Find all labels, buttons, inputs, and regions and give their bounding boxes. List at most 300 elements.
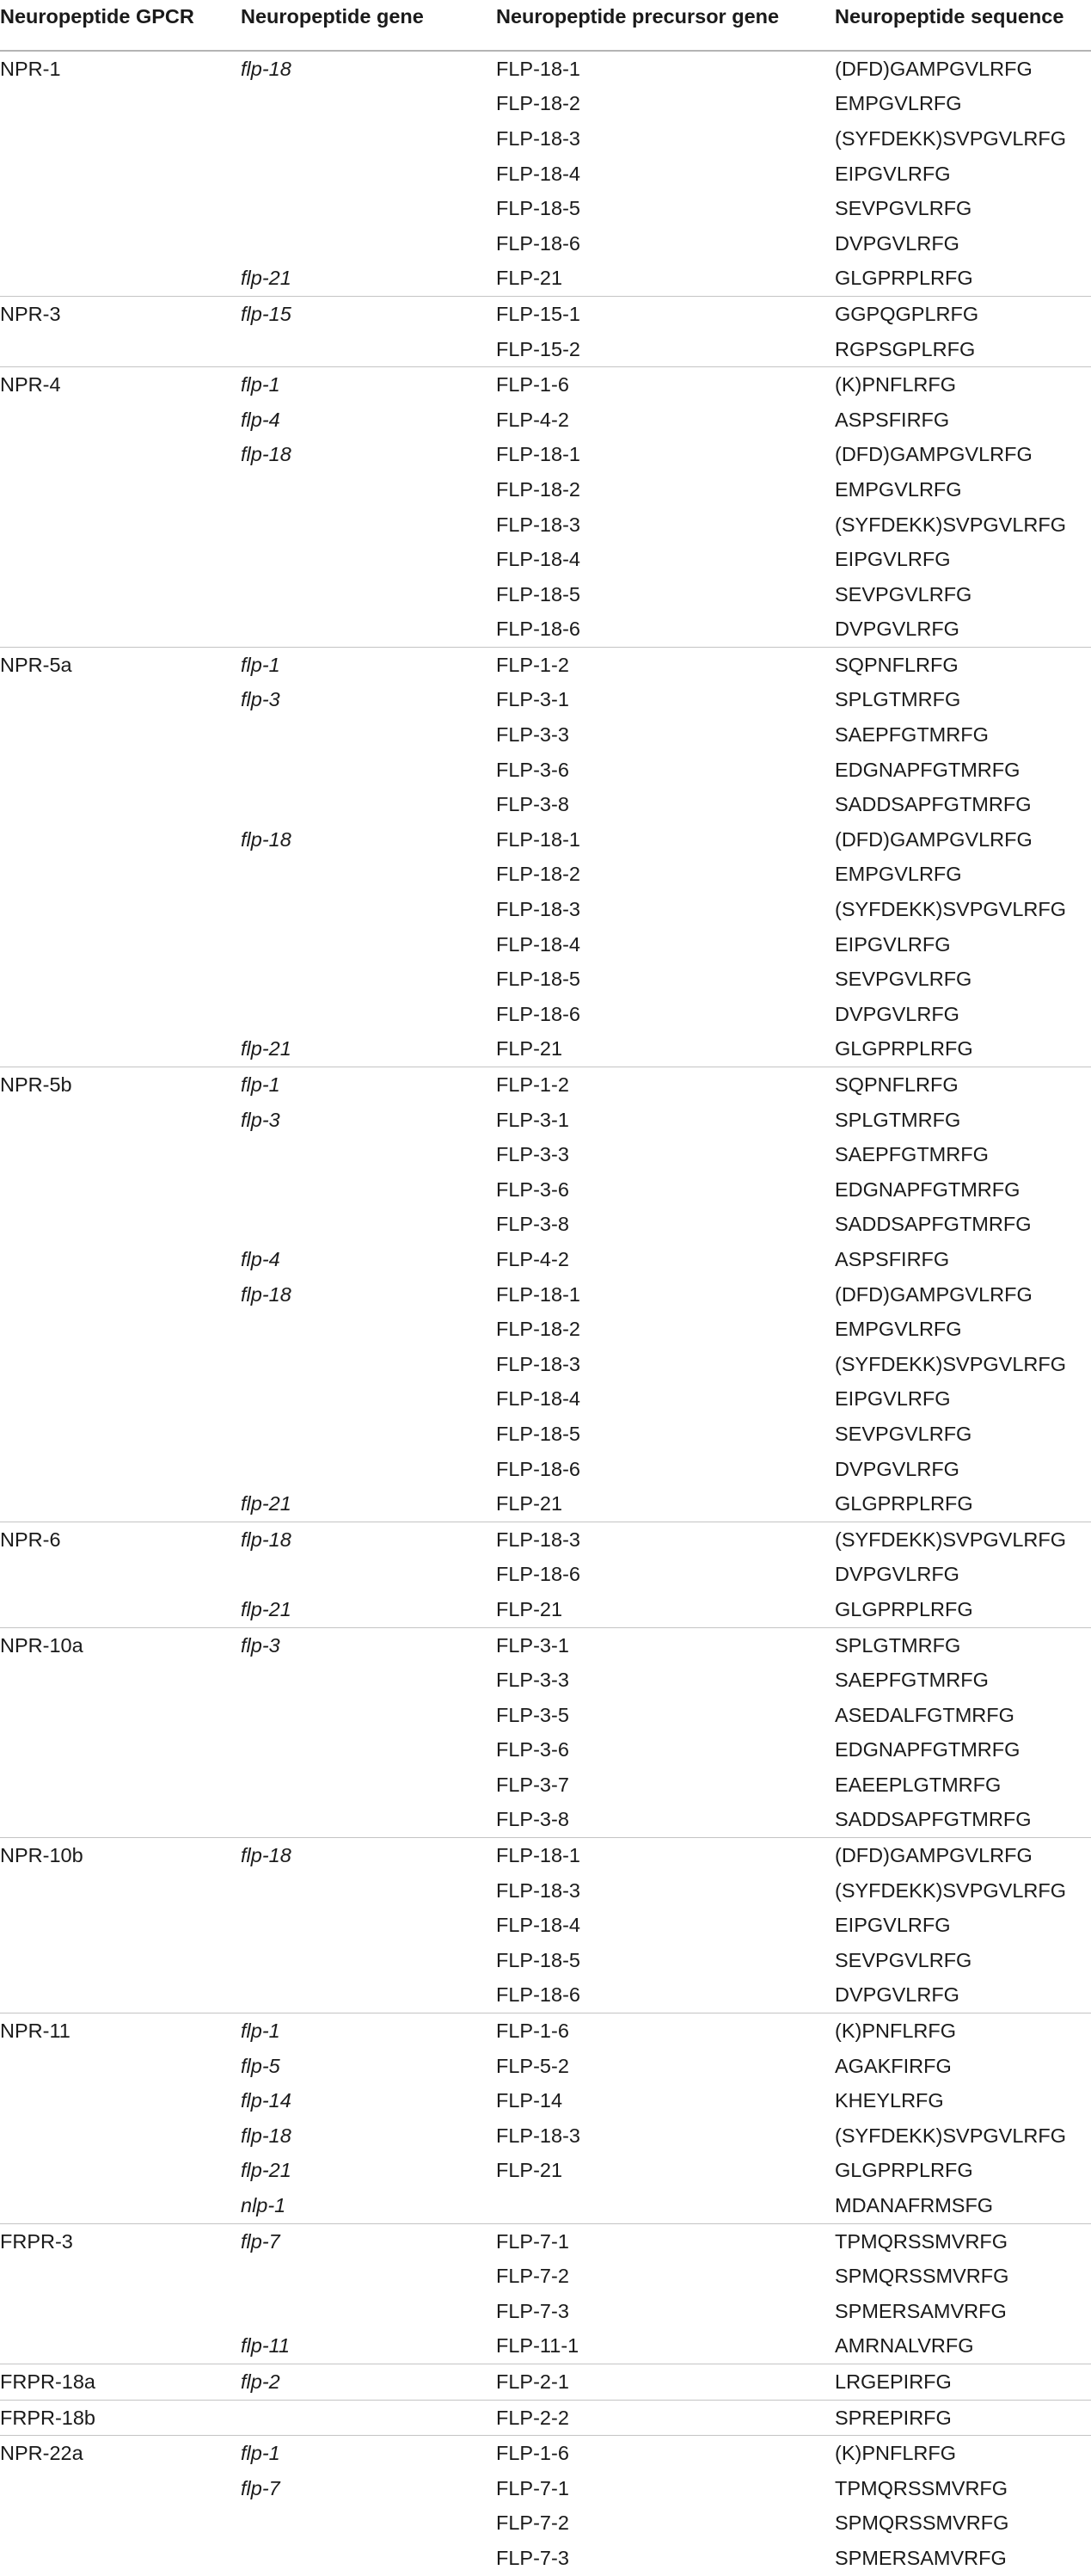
cell-precursor: FLP-3-1 — [496, 688, 569, 711]
table-row — [0, 157, 1091, 192]
cell-sequence: EIPGVLRFG — [835, 932, 951, 956]
cell-sequence: GLGPRPLRFG — [835, 267, 973, 290]
cell-gene — [241, 2506, 496, 2542]
header-row — [0, 0, 1091, 51]
cell-precursor: FLP-18-4 — [496, 548, 580, 571]
cell-gene — [241, 2541, 496, 2576]
table-row — [0, 191, 1091, 226]
cell-gene: flp-4 — [241, 1247, 280, 1270]
cell-precursor: FLP-18-6 — [496, 1983, 580, 2007]
cell-sequence: DVPGVLRFG — [835, 1002, 959, 1025]
cell-precursor: FLP-21 — [496, 1597, 563, 1620]
cell-gene: flp-18 — [241, 1838, 496, 1873]
cell-gpcr — [0, 157, 241, 192]
cell-gpcr: NPR-22a — [0, 2436, 241, 2471]
cell-gene: flp-21 — [241, 2159, 291, 2182]
table-row — [0, 1733, 1091, 1768]
table-row — [0, 1768, 1091, 1803]
cell-sequence: SAEPFGTMRFG — [835, 723, 989, 747]
table-row — [0, 1627, 1091, 1663]
cell-gene: flp-21 — [241, 267, 291, 290]
cell-gpcr — [0, 1032, 241, 1067]
cell-gpcr — [0, 927, 241, 962]
cell-sequence: SEVPGVLRFG — [835, 197, 972, 220]
cell-gene — [241, 577, 496, 612]
cell-precursor: FLP-11-1 — [496, 2334, 579, 2358]
cell-precursor: FLP-3-3 — [496, 1143, 569, 1166]
cell-sequence: TPMQRSSMVRFG — [835, 2476, 1008, 2499]
cell-precursor: FLP-2-2 — [496, 2400, 835, 2436]
cell-gene — [241, 1558, 496, 1593]
cell-sequence: AGAKFIRFG — [835, 2054, 952, 2077]
cell-gene: flp-5 — [241, 2054, 280, 2077]
cell-gpcr — [0, 2506, 241, 2542]
cell-gene: flp-1 — [241, 648, 496, 683]
cell-precursor: FLP-18-5 — [496, 1948, 580, 1971]
cell-sequence: (SYFDEKK)SVPGVLRFG — [835, 2124, 1066, 2147]
cell-gpcr — [0, 1978, 241, 2013]
cell-precursor: FLP-18-4 — [496, 1387, 580, 1411]
table-row — [0, 2188, 1091, 2223]
cell-gene — [241, 472, 496, 507]
header-sequence: Neuropeptide sequence — [835, 0, 1091, 51]
cell-gpcr — [0, 1208, 241, 1243]
cell-sequence: ASPSFIRFG — [835, 408, 950, 431]
cell-sequence: DVPGVLRFG — [835, 618, 959, 641]
table-row — [0, 1452, 1091, 1487]
cell-precursor: FLP-3-8 — [496, 1213, 569, 1236]
cell-sequence: DVPGVLRFG — [835, 1457, 959, 1480]
cell-precursor: FLP-18-3 — [496, 513, 580, 536]
cell-gpcr — [0, 1486, 241, 1522]
cell-sequence: GLGPRPLRFG — [835, 1492, 973, 1515]
cell-gpcr — [0, 1698, 241, 1733]
table-row — [0, 1522, 1091, 1557]
cell-sequence: SPMERSAMVRFG — [835, 2299, 1007, 2322]
cell-sequence: (DFD)GAMPGVLRFG — [835, 51, 1091, 87]
cell-gene — [241, 753, 496, 788]
cell-precursor: FLP-18-5 — [496, 197, 580, 220]
cell-precursor: FLP-18-6 — [496, 231, 580, 255]
cell-precursor: FLP-15-1 — [496, 297, 835, 332]
cell-precursor: FLP-21 — [496, 2159, 563, 2182]
cell-precursor: FLP-18-1 — [496, 443, 580, 466]
cell-gpcr — [0, 1277, 241, 1313]
cell-gene — [241, 1382, 496, 1417]
cell-sequence: EDGNAPFGTMRFG — [835, 758, 1021, 781]
cell-gpcr — [0, 787, 241, 822]
cell-gpcr — [0, 2471, 241, 2506]
table-row — [0, 403, 1091, 438]
table-row — [0, 1208, 1091, 1243]
cell-gpcr — [0, 1417, 241, 1452]
header-gpcr: Neuropeptide GPCR — [0, 0, 241, 51]
cell-precursor: FLP-14 — [496, 2089, 563, 2112]
cell-gene: nlp-1 — [241, 2194, 286, 2217]
cell-precursor: FLP-18-2 — [496, 863, 580, 886]
cell-gene — [241, 226, 496, 261]
cell-gpcr — [0, 226, 241, 261]
table-row — [0, 753, 1091, 788]
cell-gene — [241, 121, 496, 157]
table-row — [0, 962, 1091, 997]
cell-gene: flp-2 — [241, 2364, 496, 2401]
cell-sequence: (SYFDEKK)SVPGVLRFG — [835, 1352, 1066, 1375]
cell-precursor: FLP-3-6 — [496, 1177, 569, 1201]
table-row — [0, 648, 1091, 683]
table-row — [0, 1908, 1091, 1943]
cell-sequence: (SYFDEKK)SVPGVLRFG — [835, 1522, 1091, 1557]
cell-gpcr: NPR-5a — [0, 648, 241, 683]
cell-gpcr — [0, 121, 241, 157]
cell-gene — [241, 1698, 496, 1733]
table-row — [0, 1838, 1091, 1873]
cell-gpcr — [0, 87, 241, 122]
cell-gene — [241, 1172, 496, 1208]
table-row — [0, 2506, 1091, 2542]
cell-gene — [241, 1417, 496, 1452]
table-row — [0, 1698, 1091, 1733]
cell-precursor: FLP-18-2 — [496, 1318, 580, 1341]
cell-gpcr — [0, 1733, 241, 1768]
cell-gpcr — [0, 2083, 241, 2118]
cell-precursor: FLP-3-8 — [496, 793, 569, 816]
cell-gene: flp-18 — [241, 1282, 291, 1306]
table-row — [0, 332, 1091, 367]
table-row — [0, 2259, 1091, 2294]
table-row — [0, 2083, 1091, 2118]
cell-precursor: FLP-3-1 — [496, 1108, 569, 1131]
cell-gene: flp-15 — [241, 297, 496, 332]
cell-gene — [241, 87, 496, 122]
cell-gene: flp-18 — [241, 51, 496, 87]
table-row — [0, 2013, 1091, 2049]
cell-precursor: FLP-5-2 — [496, 2054, 569, 2077]
table-row — [0, 2471, 1091, 2506]
cell-sequence: EIPGVLRFG — [835, 1387, 951, 1411]
header-gene: Neuropeptide gene — [241, 0, 496, 51]
cell-gpcr — [0, 1452, 241, 1487]
cell-gene — [241, 858, 496, 893]
table-row — [0, 1103, 1091, 1138]
cell-precursor: FLP-3-3 — [496, 723, 569, 747]
cell-precursor: FLP-18-4 — [496, 162, 580, 185]
cell-gpcr: NPR-5b — [0, 1067, 241, 1103]
cell-gpcr: FRPR-18b — [0, 2400, 241, 2436]
cell-gene — [241, 507, 496, 543]
cell-sequence: (K)PNFLRFG — [835, 367, 1091, 403]
cell-gene: flp-1 — [241, 2436, 496, 2471]
cell-gene — [241, 1943, 496, 1978]
cell-gpcr — [0, 717, 241, 753]
cell-gpcr — [0, 997, 241, 1032]
cell-gpcr: NPR-1 — [0, 51, 241, 87]
cell-precursor: FLP-18-3 — [496, 1878, 580, 1902]
table-row — [0, 2049, 1091, 2084]
cell-sequence: (SYFDEKK)SVPGVLRFG — [835, 898, 1066, 921]
cell-sequence: EMPGVLRFG — [835, 92, 962, 115]
table-row — [0, 1032, 1091, 1067]
cell-precursor: FLP-18-1 — [496, 51, 835, 87]
cell-gpcr — [0, 542, 241, 577]
table-row — [0, 2118, 1091, 2154]
table-row — [0, 438, 1091, 473]
cell-precursor: FLP-21 — [496, 1492, 563, 1515]
cell-gene: flp-3 — [241, 1108, 280, 1131]
cell-precursor: FLP-18-3 — [496, 898, 580, 921]
cell-sequence: EAEEPLGTMRFG — [835, 1773, 1002, 1796]
cell-precursor: FLP-3-6 — [496, 1738, 569, 1761]
cell-precursor: FLP-18-3 — [496, 1352, 580, 1375]
cell-precursor: FLP-18-4 — [496, 932, 580, 956]
cell-precursor: FLP-18-2 — [496, 92, 580, 115]
cell-gene — [241, 332, 496, 367]
cell-sequence: (K)PNFLRFG — [835, 2013, 1091, 2049]
cell-precursor: FLP-7-1 — [496, 2223, 835, 2259]
cell-sequence: SPMQRSSMVRFG — [835, 2265, 1009, 2288]
cell-gene — [241, 717, 496, 753]
cell-gpcr — [0, 1137, 241, 1172]
cell-sequence: (SYFDEKK)SVPGVLRFG — [835, 513, 1066, 536]
table-row — [0, 1663, 1091, 1698]
cell-sequence: GLGPRPLRFG — [835, 2159, 973, 2182]
cell-sequence: SPLGTMRFG — [835, 1627, 1091, 1663]
cell-gpcr — [0, 1103, 241, 1138]
cell-precursor: FLP-7-1 — [496, 2476, 569, 2499]
cell-gpcr — [0, 612, 241, 648]
cell-sequence: SPREPIRFG — [835, 2400, 1091, 2436]
table-row — [0, 1558, 1091, 1593]
cell-precursor: FLP-18-6 — [496, 1457, 580, 1480]
table-row — [0, 1943, 1091, 1978]
table-row — [0, 787, 1091, 822]
table-row — [0, 892, 1091, 927]
cell-precursor: FLP-18-1 — [496, 1838, 835, 1873]
cell-sequence: SEVPGVLRFG — [835, 582, 972, 606]
cell-precursor: FLP-15-2 — [496, 337, 580, 360]
cell-gpcr — [0, 683, 241, 718]
cell-gpcr — [0, 822, 241, 858]
cell-sequence: DVPGVLRFG — [835, 1983, 959, 2007]
table-row — [0, 1486, 1091, 1522]
cell-sequence: LRGEPIRFG — [835, 2364, 1091, 2401]
cell-gene: flp-18 — [241, 827, 291, 851]
cell-gpcr — [0, 2049, 241, 2084]
table-row — [0, 1382, 1091, 1417]
cell-gpcr — [0, 858, 241, 893]
cell-gpcr — [0, 2188, 241, 2223]
cell-gpcr: NPR-3 — [0, 297, 241, 332]
cell-sequence: SADDSAPFGTMRFG — [835, 1808, 1032, 1831]
cell-sequence: EDGNAPFGTMRFG — [835, 1177, 1021, 1201]
cell-sequence: (K)PNFLRFG — [835, 2436, 1091, 2471]
cell-sequence: SEVPGVLRFG — [835, 1948, 972, 1971]
cell-gpcr — [0, 2329, 241, 2364]
table-row — [0, 717, 1091, 753]
cell-sequence: (DFD)GAMPGVLRFG — [835, 1282, 1033, 1306]
cell-gpcr — [0, 403, 241, 438]
cell-precursor: FLP-18-6 — [496, 1002, 580, 1025]
cell-sequence: EIPGVLRFG — [835, 548, 951, 571]
cell-precursor: FLP-18-1 — [496, 1282, 580, 1306]
cell-precursor: FLP-3-6 — [496, 758, 569, 781]
cell-gpcr — [0, 1768, 241, 1803]
cell-gene: flp-4 — [241, 408, 280, 431]
cell-sequence: SAEPFGTMRFG — [835, 1143, 989, 1166]
cell-sequence: (SYFDEKK)SVPGVLRFG — [835, 126, 1066, 150]
cell-precursor: FLP-21 — [496, 267, 563, 290]
cell-gene — [241, 1768, 496, 1803]
cell-gpcr: NPR-6 — [0, 1522, 241, 1557]
cell-precursor: FLP-4-2 — [496, 408, 569, 431]
cell-gene — [241, 157, 496, 192]
cell-precursor: FLP-21 — [496, 1037, 563, 1061]
cell-sequence: SADDSAPFGTMRFG — [835, 1213, 1032, 1236]
cell-precursor: FLP-18-5 — [496, 968, 580, 991]
cell-gene: flp-1 — [241, 2013, 496, 2049]
cell-gpcr — [0, 507, 241, 543]
cell-sequence: GGPQGPLRFG — [835, 297, 1091, 332]
cell-gpcr — [0, 2541, 241, 2576]
table-row — [0, 261, 1091, 297]
table-row — [0, 858, 1091, 893]
table-row — [0, 367, 1091, 403]
cell-precursor: FLP-3-1 — [496, 1627, 835, 1663]
cell-gene — [241, 2400, 496, 2436]
cell-sequence: SPLGTMRFG — [835, 688, 961, 711]
cell-gene: flp-21 — [241, 1037, 291, 1061]
cell-gpcr — [0, 1382, 241, 1417]
cell-sequence: (DFD)GAMPGVLRFG — [835, 827, 1033, 851]
cell-precursor: FLP-7-2 — [496, 2511, 569, 2535]
cell-precursor: FLP-18-3 — [496, 1522, 835, 1557]
table-row — [0, 1978, 1091, 2013]
cell-gpcr — [0, 2294, 241, 2329]
table-row — [0, 1873, 1091, 1909]
cell-gene — [241, 997, 496, 1032]
cell-sequence: EIPGVLRFG — [835, 1914, 951, 1937]
cell-sequence: SAEPFGTMRFG — [835, 1669, 989, 1692]
cell-gene — [241, 1312, 496, 1347]
table-row — [0, 997, 1091, 1032]
cell-precursor: FLP-18-2 — [496, 477, 580, 501]
cell-gpcr — [0, 261, 241, 297]
table-row — [0, 2436, 1091, 2471]
cell-gene — [241, 1908, 496, 1943]
cell-precursor: FLP-18-3 — [496, 2124, 580, 2147]
cell-gpcr — [0, 332, 241, 367]
table-row — [0, 1347, 1091, 1382]
table-row — [0, 1417, 1091, 1452]
header-precursor: Neuropeptide precursor gene — [496, 0, 835, 51]
table-row — [0, 507, 1091, 543]
cell-sequence: RGPSGPLRFG — [835, 337, 976, 360]
cell-gene: flp-18 — [241, 1522, 496, 1557]
cell-gene: flp-21 — [241, 1597, 291, 1620]
cell-gene — [241, 1452, 496, 1487]
cell-precursor: FLP-2-1 — [496, 2364, 835, 2401]
table-row — [0, 1803, 1091, 1838]
table-row — [0, 542, 1091, 577]
cell-gpcr: NPR-4 — [0, 367, 241, 403]
cell-gene — [241, 2294, 496, 2329]
cell-sequence: GLGPRPLRFG — [835, 1597, 973, 1620]
cell-gene: flp-7 — [241, 2223, 496, 2259]
cell-sequence: SEVPGVLRFG — [835, 1422, 972, 1445]
cell-gpcr — [0, 1312, 241, 1347]
cell-gene — [241, 1733, 496, 1768]
cell-gene: flp-21 — [241, 1492, 291, 1515]
table-row — [0, 927, 1091, 962]
table-row — [0, 577, 1091, 612]
cell-gpcr — [0, 1172, 241, 1208]
cell-gene — [241, 1347, 496, 1382]
cell-gene — [241, 1978, 496, 2013]
cell-gene: flp-14 — [241, 2089, 291, 2112]
cell-precursor: FLP-1-6 — [496, 2436, 835, 2471]
cell-precursor: FLP-3-5 — [496, 1703, 569, 1726]
cell-gpcr — [0, 1803, 241, 1838]
cell-gene — [241, 612, 496, 648]
cell-gpcr: NPR-10a — [0, 1627, 241, 1663]
cell-sequence: DVPGVLRFG — [835, 231, 959, 255]
cell-sequence: ASEDALFGTMRFG — [835, 1703, 1014, 1726]
table-row — [0, 2364, 1091, 2401]
cell-sequence: EDGNAPFGTMRFG — [835, 1738, 1021, 1761]
cell-gene: flp-7 — [241, 2476, 280, 2499]
table-row — [0, 1277, 1091, 1313]
cell-gene: flp-18 — [241, 443, 291, 466]
cell-sequence: (DFD)GAMPGVLRFG — [835, 1838, 1091, 1873]
cell-gene — [241, 1873, 496, 1909]
cell-precursor: FLP-18-3 — [496, 126, 580, 150]
cell-sequence: EIPGVLRFG — [835, 162, 951, 185]
cell-gene: flp-3 — [241, 1627, 496, 1663]
cell-gpcr — [0, 472, 241, 507]
cell-gene — [241, 2259, 496, 2294]
cell-precursor: FLP-1-2 — [496, 1067, 835, 1103]
cell-precursor: FLP-1-6 — [496, 2013, 835, 2049]
cell-precursor: FLP-18-6 — [496, 1563, 580, 1586]
cell-precursor: FLP-3-8 — [496, 1808, 569, 1831]
cell-sequence: EMPGVLRFG — [835, 477, 962, 501]
cell-gpcr — [0, 1592, 241, 1627]
cell-sequence: ASPSFIRFG — [835, 1247, 950, 1270]
table-row — [0, 87, 1091, 122]
cell-sequence: EMPGVLRFG — [835, 863, 962, 886]
table-row — [0, 226, 1091, 261]
table-row — [0, 1137, 1091, 1172]
cell-gpcr — [0, 1558, 241, 1593]
table-row — [0, 2294, 1091, 2329]
cell-gpcr — [0, 1347, 241, 1382]
cell-gpcr — [0, 962, 241, 997]
cell-precursor: FLP-4-2 — [496, 1247, 569, 1270]
cell-gene: flp-18 — [241, 2124, 291, 2147]
cell-gpcr — [0, 577, 241, 612]
cell-gene — [241, 927, 496, 962]
cell-gpcr: NPR-10b — [0, 1838, 241, 1873]
cell-sequence: SQPNFLRFG — [835, 648, 1091, 683]
cell-precursor: FLP-7-3 — [496, 2299, 569, 2322]
cell-gene — [241, 1137, 496, 1172]
cell-sequence: AMRNALVRFG — [835, 2334, 974, 2358]
cell-precursor: FLP-7-2 — [496, 2265, 569, 2288]
cell-sequence: GLGPRPLRFG — [835, 1037, 973, 1061]
cell-gene — [241, 542, 496, 577]
cell-sequence: TPMQRSSMVRFG — [835, 2223, 1091, 2259]
cell-precursor: FLP-3-7 — [496, 1773, 569, 1796]
